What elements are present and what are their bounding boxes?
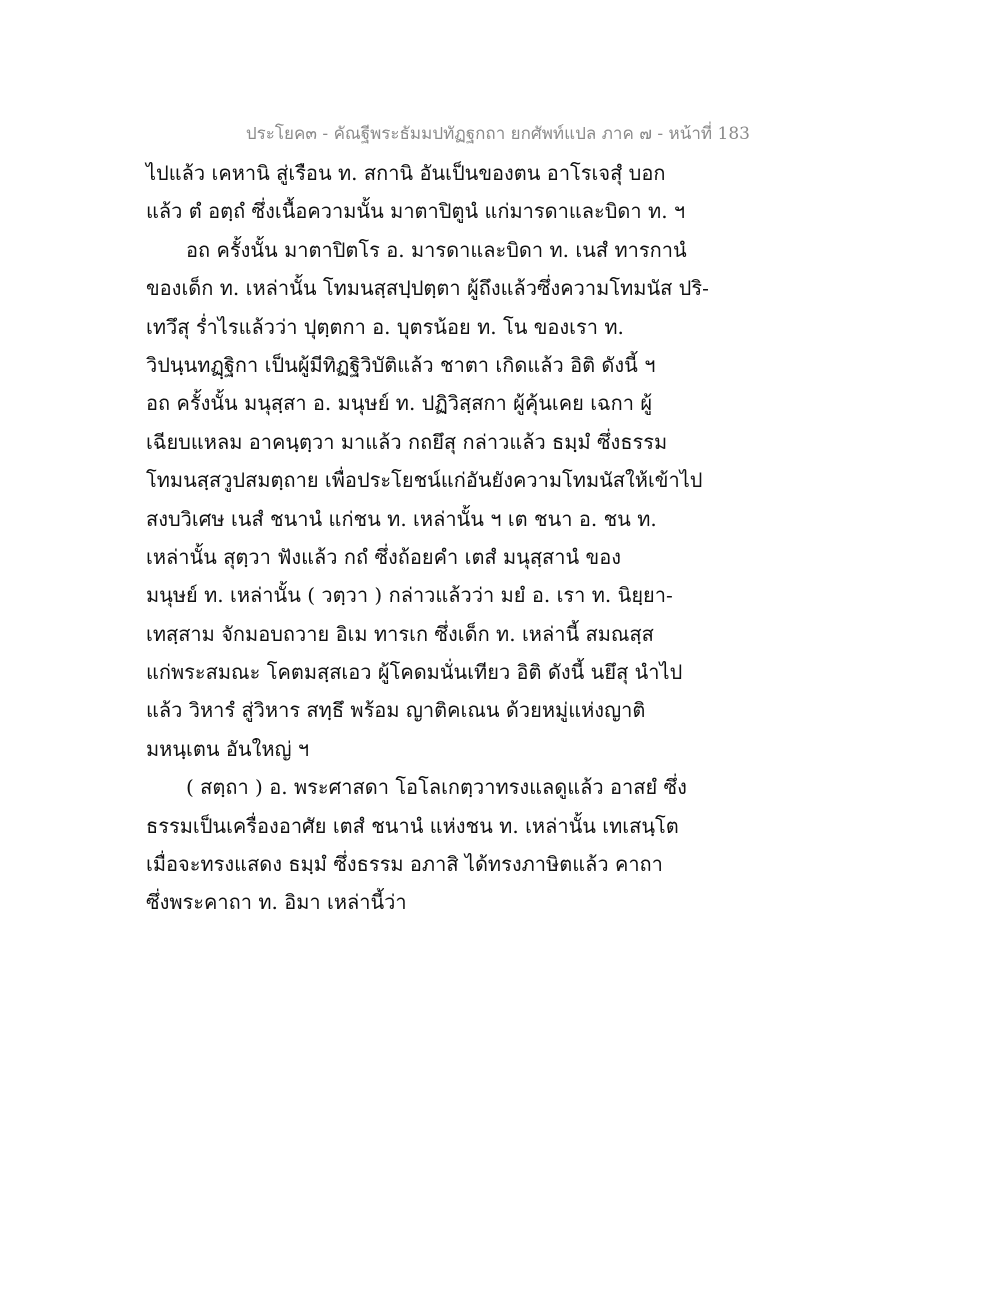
text-line: เมื่อจะทรงแสดง ธมฺมํ ซึ่งธรรม อภาสิ ได้ทรงภาษิตแล้ว คาถา bbox=[146, 852, 663, 877]
text-line: มนุษย์ ท. เหล่านั้น ( วตฺวา ) กล่าวแล้วว่า มยํ อ. เรา ท. นิยฺยา- bbox=[146, 583, 673, 608]
text-line: แก่พระสมณะ โคตมสฺสเอว ผู้โคดมนั่นเทียว อิติ ดังนี้ นยึสุ นำไป bbox=[146, 660, 683, 685]
text-line: ธรรมเป็นเครื่องอาศัย เตสํ ชนานํ แห่งชน ท. เหล่านั้น เทเสนฺโต bbox=[146, 813, 679, 838]
text-line: อถ ครั้งนั้น มาตาปิตโร อ. มารดาและบิดา ท. เนสํ ทารกานํ bbox=[186, 237, 687, 262]
text-line: อถ ครั้งนั้น มนุสฺสา อ. มนุษย์ ท. ปฏิวิสฺสกา ผู้คุ้นเคย เฉกา ผู้ bbox=[146, 391, 653, 416]
text-line: สงบวิเศษ เนสํ ชนานํ แก่ชน ท. เหล่านั้น ฯ เต ชนา อ. ชน ท. bbox=[146, 506, 657, 531]
text-line: แล้ว ตํ อตฺถํ ซึ่งเนื้อความนั้น มาตาปิตูนํ แก่มารดาและบิดา ท. ฯ bbox=[146, 199, 686, 224]
text-line: เทวึสุ ร่ำไรแล้วว่า ปุตฺตกา อ. บุตรน้อย ท. โน ของเรา ท. bbox=[146, 314, 624, 339]
text-line: ของเด็ก ท. เหล่านั้น โทมนสฺสปฺปตฺตา ผู้ถึงแล้วซึ่งความโทมนัส ปริ- bbox=[146, 276, 709, 301]
text-line: ไปแล้ว เคหานิ สู่เรือน ท. สกานิ อันเป็นของตน อาโรเจสุํ บอก bbox=[146, 161, 666, 185]
text-line: เทสฺสาม จักมอบถวาย อิเม ทารเก ซึ่งเด็ก ท. เหล่านี้ สมณสฺส bbox=[146, 621, 654, 646]
text-line: โทมนสฺสวูปสมตฺถาย เพื่อประโยชน์แก่อันยังความโทมนัสให้เข้าไป bbox=[146, 468, 703, 493]
text-line: มหนฺเตน อันใหญ่ ฯ bbox=[146, 736, 310, 761]
text-line: เฉียบแหลม อาคนฺตฺวา มาแล้ว กถยึสุ กล่าวแล้ว ธมฺมํ ซึ่งธรรม bbox=[146, 429, 668, 454]
text-line: วิปนฺนทฏฺฐิกา เป็นผู้มีทิฏฐิวิบัติแล้ว ชาตา เกิดแล้ว อิติ ดังนี้ ฯ bbox=[146, 352, 656, 377]
body-text bbox=[146, 154, 709, 922]
page-header: ประโยค๓ - คัณฐีพระธัมมปทัฏฐกถา ยกศัพท์แปล ภาค ๗ - หน้าที่ 183 bbox=[245, 124, 750, 144]
text-line: ( สตฺถา ) อ. พระศาสดา โอโลเกตฺวาทรงแลดูแล้ว อาสยํ ซึ่ง bbox=[186, 775, 687, 800]
text-line: แล้ว วิหารํ สู่วิหาร สทฺธึ พร้อม ญาติคเณน ด้วยหมู่แห่งญาติ bbox=[146, 698, 646, 723]
text-line: ซึ่งพระคาถา ท. อิมา เหล่านี้ว่า bbox=[146, 890, 407, 915]
text-line: เหล่านั้น สุตฺวา ฟังแล้ว กถํ ซึ่งถ้อยคำ เตสํ มนุสฺสานํ ของ bbox=[146, 544, 621, 569]
